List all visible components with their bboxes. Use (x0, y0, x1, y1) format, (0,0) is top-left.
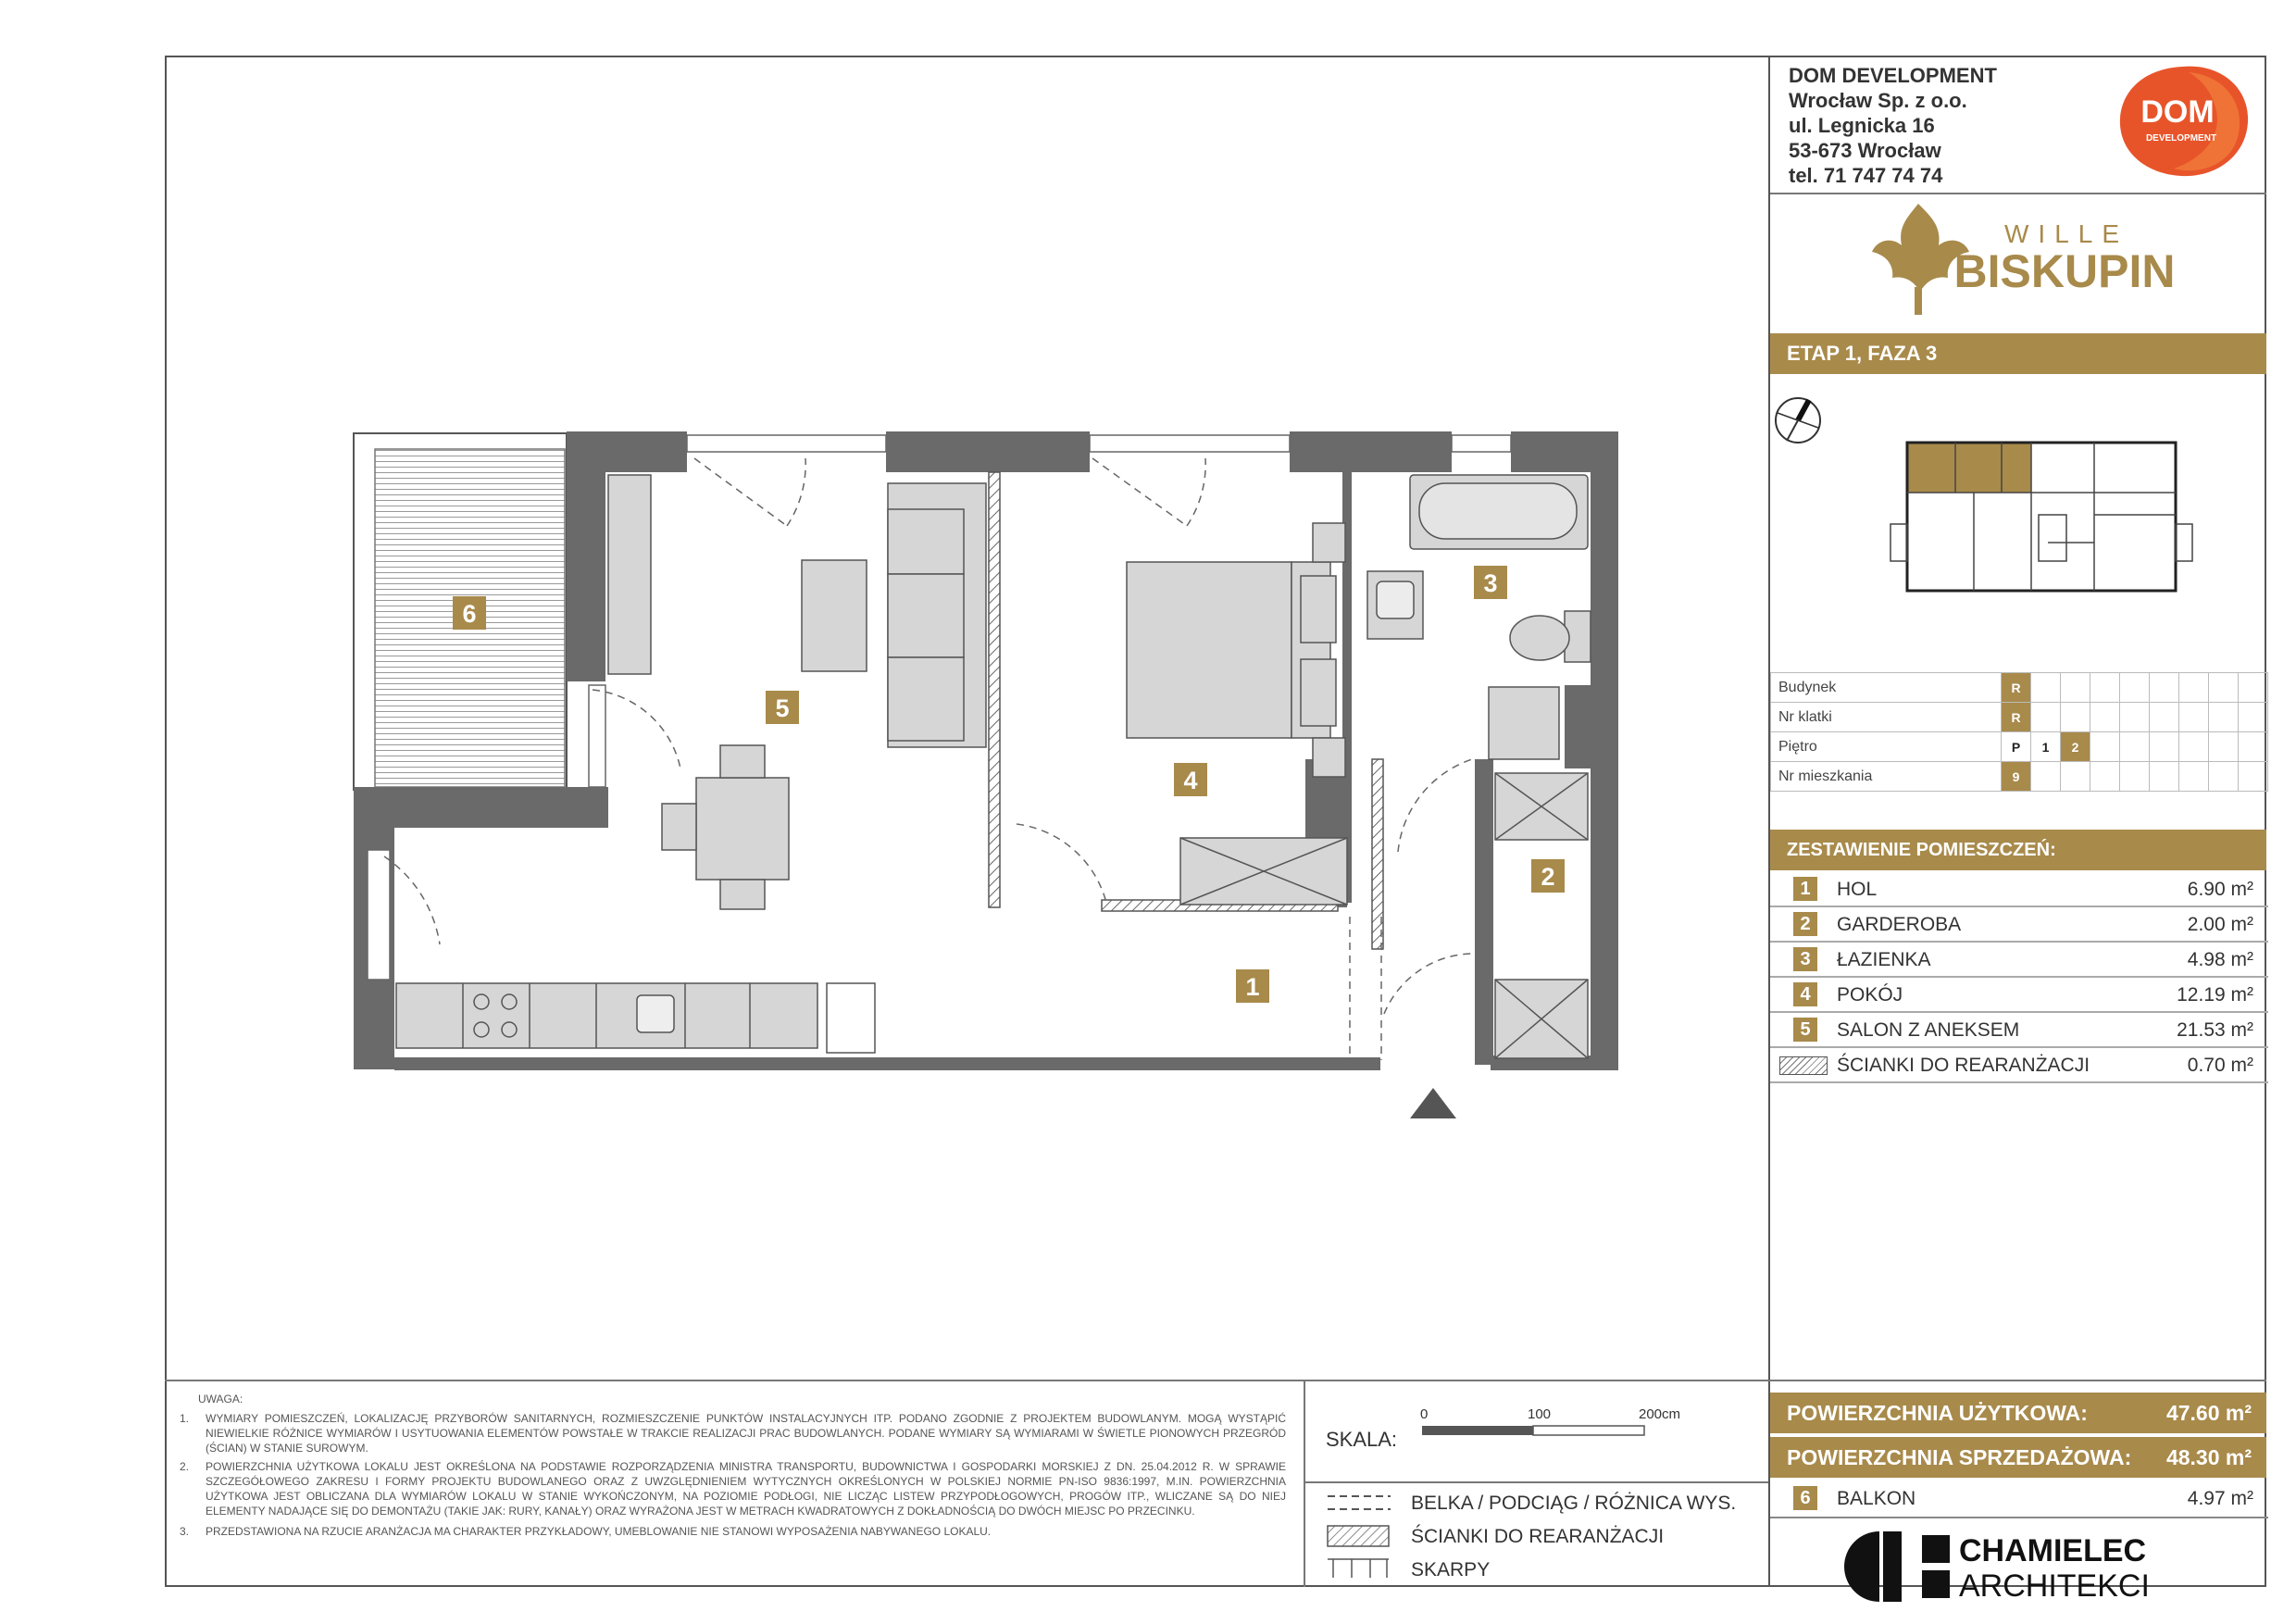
rooms-heading: ZESTAWIENIE POMIESZCZEŃ: (1770, 830, 2266, 870)
room-number: 3 (1793, 947, 1817, 971)
note-number: 1. (180, 1412, 190, 1425)
room-tag-3: 3 (1483, 569, 1498, 597)
usable-area-bar (1770, 1393, 2266, 1433)
room-row (1770, 1013, 2268, 1048)
room-tag-5: 5 (775, 694, 790, 722)
room-row (1770, 872, 2268, 907)
room-name: ŁAZIENKA (1837, 949, 1931, 970)
bathroom-fixtures (1367, 475, 1591, 759)
note-text: PRZEDSTAWIONA NA RZUCIE ARANŻACJA MA CHARAKTER PRZYKŁADOWY, UMEBLOWANIE NIE STANOWI WYPOSAŻENIA NABYWANEGO LOKALU. (206, 1525, 992, 1538)
staircase-row (1771, 703, 2268, 732)
room-area: 4.97 m² (2187, 1488, 2253, 1509)
row-value: R (2002, 673, 2031, 703)
room-tag-1: 1 (1245, 973, 1260, 1001)
room-row (1770, 978, 2268, 1013)
room-area: 21.53 m² (2177, 1019, 2253, 1041)
company-line: 53-673 Wrocław (1789, 139, 1941, 162)
sale-area-value: 48.30 m² (2165, 1445, 2252, 1469)
svg-text:100: 100 (1528, 1406, 1552, 1422)
stage-bar: ETAP 1, FAZA 3 (1770, 333, 2266, 374)
company-line: DOM DEVELOPMENT (1789, 64, 1997, 87)
building-info-table (1770, 672, 2268, 792)
legend-label: BELKA / PODCIĄG / RÓŻNICA WYS. (1411, 1493, 1737, 1514)
hatch-swatch (1779, 1056, 1828, 1075)
entrance-marker (1410, 1088, 1456, 1118)
row-label: Nr mieszkania (1771, 762, 2002, 792)
room-name: GARDEROBA (1837, 914, 1962, 935)
kitchen-unit (396, 983, 875, 1053)
note-item (180, 1459, 1286, 1518)
row-label: Nr klatki (1771, 703, 2002, 732)
svg-text:DEVELOPMENT: DEVELOPMENT (2145, 133, 2217, 144)
room-tag-4: 4 (1183, 767, 1198, 794)
room-row (1770, 1048, 2268, 1083)
room-name: BALKON (1837, 1488, 1916, 1509)
room-area: 2.00 m² (2187, 914, 2253, 935)
bedroom-furniture (1127, 523, 1345, 777)
svg-text:SKALA:: SKALA: (1326, 1428, 1398, 1451)
legend-panel (1304, 1481, 1768, 1587)
row-value: 1 (2031, 732, 2061, 762)
svg-text:DOM: DOM (2140, 94, 2215, 130)
row-label: Budynek (1771, 673, 2002, 703)
room-number: 4 (1793, 982, 1817, 1006)
room-area: 6.90 m² (2187, 879, 2253, 900)
wardrobe-units (1180, 773, 1588, 1058)
note-item (180, 1524, 1286, 1539)
svg-text:200cm: 200cm (1639, 1406, 1681, 1422)
room-number: 1 (1793, 877, 1817, 901)
legend-label: ŚCIANKI DO REARANŻACJI (1411, 1526, 1665, 1547)
row-value: P (2002, 732, 2031, 762)
note-item (180, 1411, 1286, 1455)
svg-text:BISKUPIN: BISKUPIN (1953, 245, 2176, 297)
sale-area-label: POWIERZCHNIA SPRZEDAŻOWA: (1787, 1445, 2132, 1469)
room-name: POKÓJ (1837, 984, 1903, 1006)
note-number: 3. (180, 1525, 190, 1538)
company-line: tel. 71 747 74 74 (1789, 164, 1943, 187)
room-number: 5 (1793, 1018, 1817, 1042)
legend-label: SKARPY (1411, 1559, 1491, 1580)
apartment-row (1771, 762, 2268, 792)
legend-symbols (1324, 1491, 1398, 1583)
row-label: Piętro (1771, 732, 2002, 762)
floor-row (1771, 732, 2268, 762)
svg-text:ARCHITEKCI: ARCHITEKCI (1959, 1568, 2150, 1604)
room-tag-6: 6 (462, 600, 477, 628)
company-line: Wrocław Sp. z o.o. (1789, 89, 1967, 112)
room-area: 12.19 m² (2177, 984, 2253, 1006)
note-number: 2. (180, 1460, 190, 1473)
room-area: 0.70 m² (2187, 1055, 2253, 1076)
row-value: R (2002, 703, 2031, 732)
usable-area-label: POWIERZCHNIA UŻYTKOWA: (1787, 1401, 2088, 1425)
room-number: 2 (1793, 912, 1817, 936)
company-address (1789, 63, 1997, 188)
balcony-row (1770, 1480, 2268, 1518)
small-north-arrow-icon (1776, 398, 1820, 443)
room-name: SALON Z ANEKSEM (1837, 1019, 2020, 1041)
row-value: 2 (2061, 732, 2090, 762)
usable-area-value: 47.60 m² (2165, 1401, 2252, 1425)
room-row (1770, 943, 2268, 978)
sale-area-bar (1770, 1437, 2266, 1478)
building-row (1771, 673, 2268, 703)
note-text: WYMIARY POMIESZCZEŃ, LOKALIZACJĘ PRZYBORÓW SANITARNYCH, ROZMIESZCZENIE PUNKTÓW INSTALACYJNYCH ITP. PODANO ZGODNIE Z PROJEKTEM BUDOWLANYM. MOGĄ WYSTĄPIĆ NIEWIELKIE RÓŻNICE WYMIARÓW I USYTUOWANIA ELEMENTÓW POWSTAŁE W TRAKCIE REALIZACJI PRAC BUDOWLANYCH. PODANE WYMIARY SĄ WYMIARAMI W ŚWIETLE PIONOWYCH PRZEGRÓD (ŚCIAN) W STANIE SUROWYM. (206, 1412, 1286, 1455)
svg-text:WILLE: WILLE (2003, 219, 2129, 248)
chamielec-architekci-logo (1844, 1530, 2215, 1604)
note-text: POWIERZCHNIA UŻYTKOWA LOKALU JEST OKREŚLONA NA PODSTAWIE ROZPORZĄDZENIA MINISTRA TRANSPORTU, BUDOWNICTWA I GOSPODARKI MORSKIEJ Z DN. 25.04.2012 R. W SPRAWIE SZCZEGÓŁOWEGO ZAKRESU I FORMY PROJEKTU BUDOWLANEGO ORAZ Z UWZGLĘDNIENIEM WYTYCZNYCH OKREŚLONYCH W POLSKIEJ NORMIE PN-ISO 9836:1997, M.IN. POWIERZCHNIA UŻYTKOWA JEST OBLICZANA DLA WYMIARÓW LOKALU W STANIE WYKOŃCZONYM, NA POZIOMIE PODŁOGI, NIE LICZĄC LISTEW PRZYPODŁOGOWYCH, PROGÓW ITP., WLICZANE SĄ DO NIEJ ELEMENTY NADAJĄCE SIĘ DO DEMONTAŻU (TAKIE JAK: RURY, KANAŁY) ORAZ WYRAŻONA JEST W METRACH KWADRATOWYCH Z DOKŁADNOŚCIĄ DO DWÓCH MIEJSC PO PRZECINKU. (206, 1460, 1286, 1518)
floor-plan (343, 407, 1620, 1130)
wille-biskupin-logo (1853, 194, 2187, 324)
notes-title: UWAGA: (198, 1393, 243, 1405)
svg-text:CHAMIELEC: CHAMIELEC (1959, 1533, 2147, 1568)
dom-development-logo (2113, 63, 2252, 180)
room-area: 4.98 m² (2187, 949, 2253, 970)
scale-panel (1304, 1380, 1768, 1481)
notes-panel (165, 1380, 1304, 1587)
scale-bar (1305, 1381, 1768, 1481)
room-name: ŚCIANKI DO REARANŻACJI (1837, 1055, 2090, 1076)
room-name: HOL (1837, 879, 1878, 900)
row-value: 9 (2002, 762, 2031, 792)
room-number: 6 (1793, 1486, 1817, 1510)
key-plan (1770, 376, 2268, 672)
rooms-list (1770, 872, 2268, 1083)
company-line: ul. Legnicka 16 (1789, 114, 1935, 137)
room-row (1770, 907, 2268, 943)
title-block (1768, 56, 2266, 1604)
room-tag-2: 2 (1541, 863, 1555, 891)
svg-text:0: 0 (1420, 1406, 1429, 1422)
